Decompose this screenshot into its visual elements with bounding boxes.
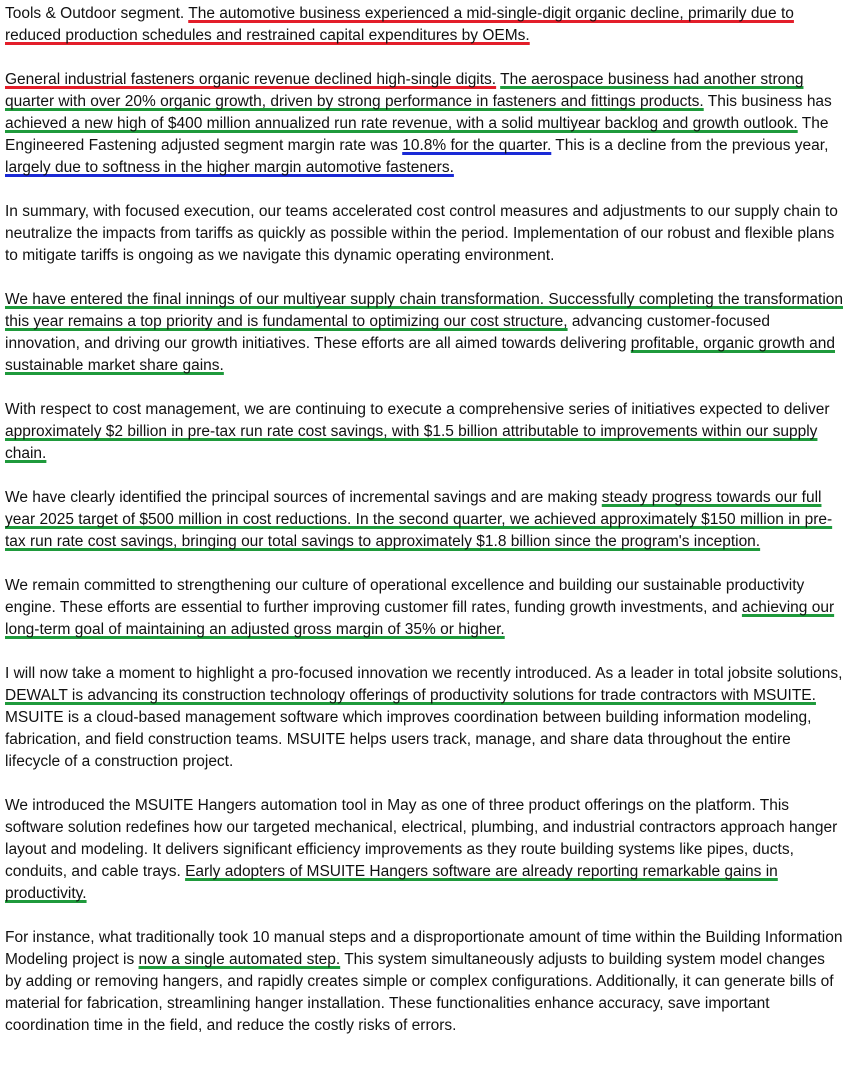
blue-underline-highlight: largely due to softness in the higher margin automotive fasteners.: [5, 159, 454, 176]
paragraph: [5, 795, 843, 905]
text-segment: With respect to cost management, we are continuing to execute a comprehensive series of initiatives expected to deliver: [5, 401, 830, 418]
paragraph: [5, 289, 843, 377]
red-underline-highlight: The automotive business experienced a mid-single-digit organic decline, primarily due to reduced production schedules and restrained capital expenditures by OEMs.: [5, 5, 794, 44]
text-segment: In summary, with focused execution, our teams accelerated cost control measures and adjustments to our supply chain to neutralize the impacts from tariffs as quickly as possible within the period. Implementation of our robust and flexible plans to mitigate tariffs is ongoing as we navigate this dynamic operating environment.: [5, 203, 838, 264]
text-segment: For instance, what traditionally took 10 manual steps and a disproportionate amount of time within the Building Information Modeling project is: [5, 929, 843, 968]
red-underline-highlight: General industrial fasteners organic revenue declined high-single digits.: [5, 71, 497, 88]
text-segment: We introduced the MSUITE Hangers automation tool in May as one of three product offerings on the platform. This software solution redefines how our targeted mechanical, electrical, plumbing, and industrial contractors approach hanger layout and modeling. It delivers significant efficiency improvements as they route building systems like pipes, ducts, conduits, and cable trays.: [5, 797, 838, 880]
text-segment: I will now take a moment to highlight a pro-focused innovation we recently introduced. As a leader in total jobsite solutions,: [5, 665, 843, 682]
paragraph: [5, 927, 843, 1037]
green-underline-highlight: achieving our long-term goal of maintaining an adjusted gross margin of 35% or higher.: [5, 599, 835, 638]
green-underline-highlight: achieved a new high of $400 million annualized run rate revenue, with a solid multiyear backlog and growth outlook.: [5, 115, 798, 132]
text-segment: advancing customer-focused innovation, and driving our growth initiatives. These efforts are all aimed towards delivering: [5, 313, 771, 352]
green-underline-highlight: Early adopters of MSUITE Hangers software are already reporting remarkable gains in productivity.: [5, 863, 778, 902]
text-segment: The Engineered Fastening adjusted segment margin rate was: [5, 115, 829, 154]
paragraph: [5, 487, 843, 553]
paragraph: [5, 575, 843, 641]
paragraph: [5, 663, 843, 773]
text-segment: We remain committed to strengthening our culture of operational excellence and building our sustainable productivity engine. These efforts are essential to further improving customer fill rates, funding growth investments, and: [5, 577, 805, 616]
green-underline-highlight: profitable, organic growth and sustainable market share gains.: [5, 335, 836, 374]
text-segment: This system simultaneously adjusts to building system model changes by adding or removing hangers, and rapidly creates simple or complex configurations. Additionally, it can generate bills of material for fabrication, streamlining hanger installation. These functionalities enhance accuracy, save important coordination time in the field, and reduce the costly risks of errors.: [5, 951, 834, 1034]
transcript-document: [5, 3, 843, 1059]
green-underline-highlight: steady progress towards our full year 2025 target of $500 million in cost reductions. In the second quarter, we achieved approximately $150 million in pre-tax run rate cost savings, bringing our total savings to approximately $1.8 billion since the program's inception.: [5, 489, 833, 550]
green-underline-highlight: now a single automated step.: [138, 951, 341, 968]
blue-underline-highlight: 10.8% for the quarter.: [402, 137, 552, 154]
text-segment: Tools & Outdoor segment.: [5, 5, 189, 22]
paragraph: [5, 3, 843, 47]
paragraph: [5, 399, 843, 465]
green-underline-highlight: The aerospace business had another strong quarter with over 20% organic growth, driven by strong performance in fasteners and fittings products.: [5, 71, 804, 110]
paragraph: [5, 69, 843, 179]
green-underline-highlight: approximately $2 billion in pre-tax run rate cost savings, with $1.5 billion attributable to improvements within our supply chain.: [5, 423, 818, 462]
green-underline-highlight: We have entered the final innings of our multiyear supply chain transformation. Successfully completing the transformation this year remains a top priority and is fundamental to optimizing our cost structure,: [5, 291, 844, 330]
text-segment: MSUITE is a cloud-based management software which improves coordination between building information modeling, fabrication, and field construction teams. MSUITE helps users track, manage, and share data throughout the entire lifecycle of a construction project.: [5, 709, 812, 770]
paragraph: [5, 201, 843, 267]
text-segment: We have clearly identified the principal sources of incremental savings and are making: [5, 489, 602, 506]
text-segment: This is a decline from the previous year,: [551, 137, 829, 154]
green-underline-highlight: DEWALT is advancing its construction technology offerings of productivity solutions for trade contractors with MSUITE.: [5, 687, 816, 704]
text-segment: This business has: [703, 93, 832, 110]
